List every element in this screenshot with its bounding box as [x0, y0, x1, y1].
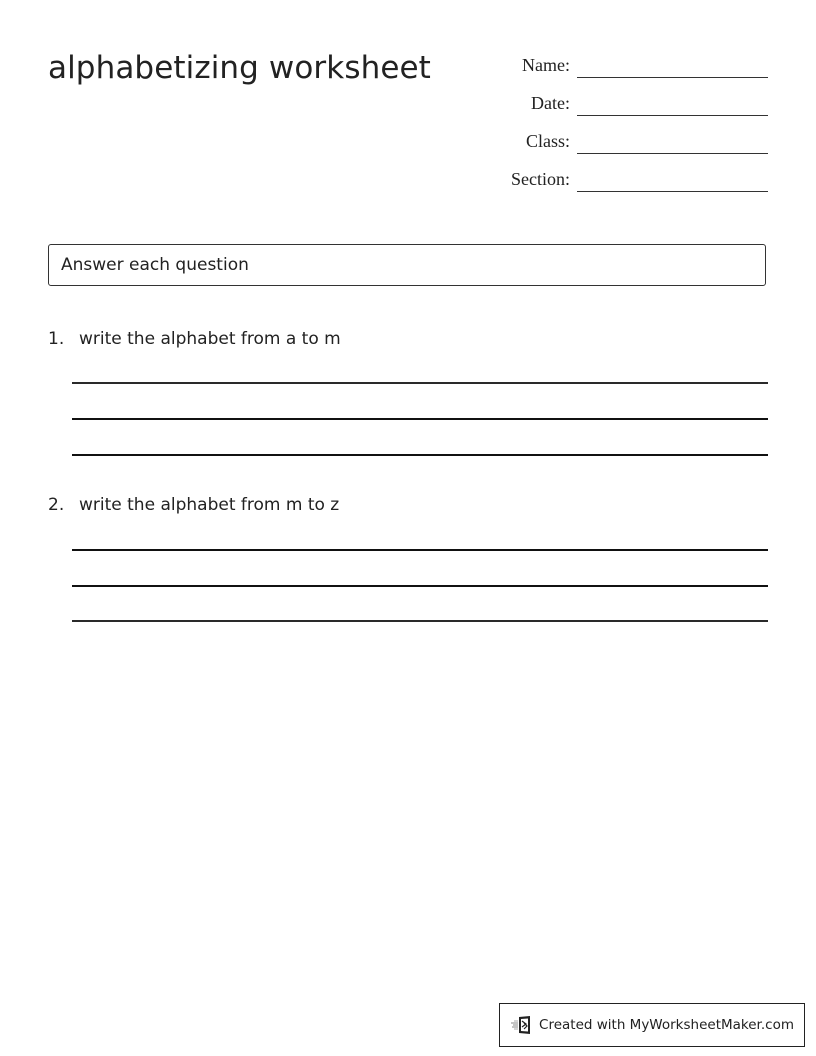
- class-field[interactable]: [490, 126, 768, 164]
- instructions-text: Answer each question: [61, 255, 249, 275]
- question-number: 2.: [48, 495, 65, 515]
- instructions-box: [48, 244, 766, 286]
- class-label: Class:: [525, 131, 570, 151]
- name-label: Name:: [522, 55, 570, 75]
- class-blank-line[interactable]: [577, 152, 768, 154]
- question-text: write the alphabet from m to z: [79, 495, 340, 515]
- footer-text: Created with MyWorksheetMaker.com: [539, 1017, 794, 1033]
- created-with-badge[interactable]: [499, 1003, 805, 1047]
- answer-line-1[interactable]: [72, 382, 768, 384]
- answer-line-2[interactable]: [72, 585, 768, 587]
- question-number: 1.: [48, 329, 65, 349]
- answer-line-3[interactable]: [72, 454, 768, 456]
- date-blank-line[interactable]: [577, 114, 768, 116]
- question-2: [48, 494, 768, 624]
- question-text: write the alphabet from a to m: [79, 329, 341, 349]
- date-field[interactable]: [490, 88, 768, 126]
- answer-line-1[interactable]: [72, 549, 768, 551]
- question-2-prompt: [48, 494, 768, 516]
- name-blank-line[interactable]: [577, 76, 768, 78]
- date-label: Date:: [531, 93, 570, 113]
- answer-line-3[interactable]: [72, 620, 768, 622]
- worksheet-title: alphabetizing worksheet: [48, 50, 431, 86]
- answer-line-2[interactable]: [72, 418, 768, 420]
- question-1: [48, 328, 768, 458]
- worksheet-maker-logo-icon: [510, 1015, 534, 1035]
- student-info-fields: [490, 50, 768, 202]
- name-field[interactable]: [490, 50, 768, 88]
- section-label: Section:: [511, 169, 570, 189]
- question-1-prompt: [48, 328, 768, 350]
- section-blank-line[interactable]: [577, 190, 768, 192]
- section-field[interactable]: [490, 164, 768, 202]
